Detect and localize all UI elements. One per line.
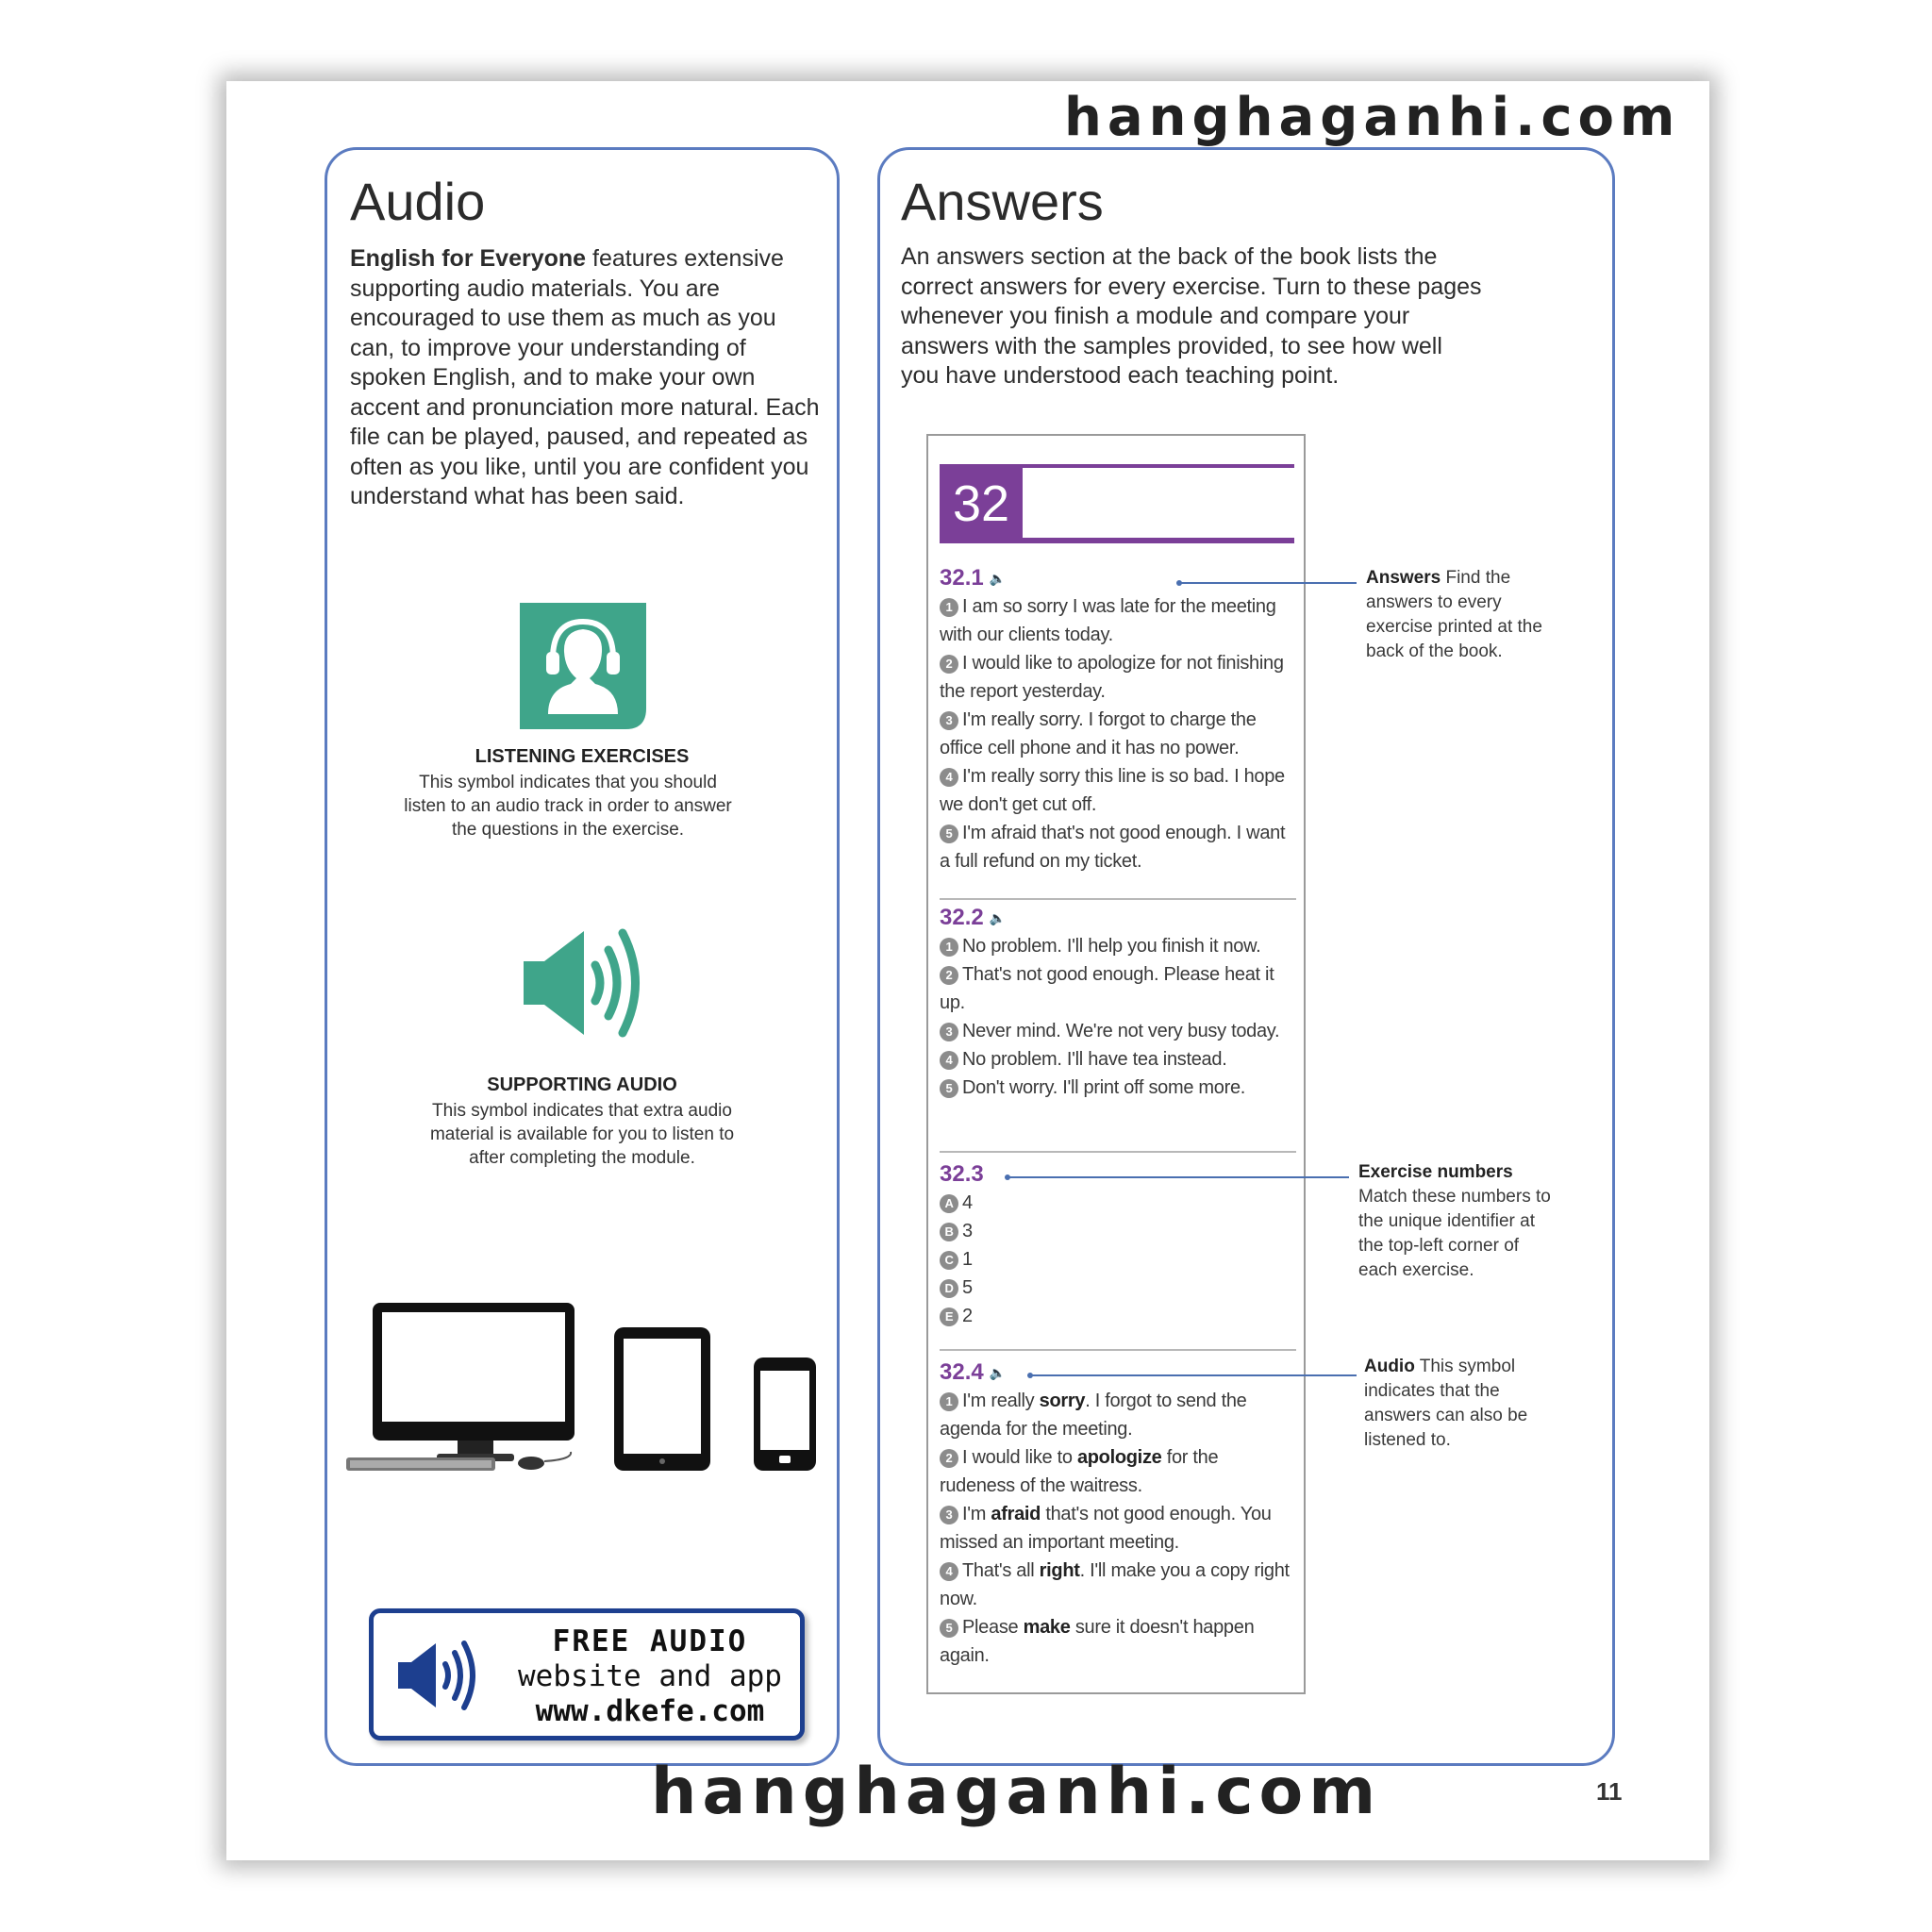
answer-item: 4 No problem. I'll have tea instead. [940,1045,1296,1074]
answer-item: 4 I'm really sorry this line is so bad. I hope we don't get cut off. [940,766,1285,815]
answer-item: 4 That's all right. I'll make you a copy right now. [940,1560,1290,1609]
answer-item: 2 That's not good enough. Please heat it up. [940,964,1274,1013]
free-audio-line2: website and app [518,1659,782,1693]
answer-item: E 2 [940,1302,1296,1330]
answer-item: 2 I would like to apologize for not finishing the report yesterday. [940,653,1284,702]
exercise-id: 32.4 [940,1359,984,1385]
answer-item: 1 I am so sorry I was late for the meeting with our clients today. [940,596,1276,645]
watermark-bottom: hanghaganhi.com [651,1755,1382,1829]
answer-item: A 4 [940,1189,1296,1217]
exercise-id: 32.2 [940,905,984,930]
exercise-id: 32.1 [940,565,984,591]
answers-intro: An answers section at the back of the book lists the correct answers for every exercise. Turn to these pages whenever you finish a module and compare your answers with the samples provided, to see how well you have understood each teaching point. [901,243,1482,389]
audio-speaker-icon[interactable]: 🔈 [989,571,1007,586]
callout-answers: Answers Find the answers to every exercise printed at the back of the book. [1366,568,1542,661]
callout-exercise-numbers: Exercise numbers Match these numbers to the unique identifier at the top-left corner of each exercise. [1358,1162,1551,1280]
answer-item: C 1 [940,1245,1296,1274]
listening-exercises-text: This symbol indicates that you should listen to an audio track in order to answer the questions in the exercise. [404,773,732,840]
callout-audio: Audio This symbol indicates that the answers can also be listened to. [1364,1357,1528,1450]
audio-speaker-icon[interactable]: 🔈 [989,910,1007,925]
watermark-top: hanghaganhi.com [1064,87,1681,148]
supporting-audio-title: SUPPORTING AUDIO [487,1074,677,1095]
exercise-id: 32.3 [940,1161,984,1187]
unit-number: 32 [940,464,1023,543]
answer-item: D 5 [940,1274,1296,1302]
audio-title: Audio [350,172,486,231]
free-audio-line1: FREE AUDIO [552,1624,748,1658]
supporting-audio-text: This symbol indicates that extra audio material is available for you to listen to after completing the module. [429,1101,735,1168]
listening-exercises-title: LISTENING EXERCISES [475,746,690,767]
answer-item: 5 I'm afraid that's not good enough. I want a full refund on my ticket. [940,823,1286,872]
answer-item: 1 I'm really sorry. I forgot to send the agenda for the meeting. [940,1391,1247,1440]
answer-item: 3 I'm really sorry. I forgot to charge the office cell phone and it has no power. [940,709,1257,758]
answer-item: 5 Don't worry. I'll print off some more. [940,1074,1296,1102]
free-audio-url[interactable]: www.dkefe.com [535,1694,765,1728]
answer-item: 3 Never mind. We're not very busy today. [940,1017,1296,1045]
answer-item: 1 No problem. I'll help you finish it now. [940,932,1296,960]
answer-item: 3 I'm afraid that's not good enough. You missed an important meeting. [940,1504,1272,1553]
audio-intro-bold: English for Everyone [350,245,587,272]
answer-item: B 3 [940,1217,1296,1245]
page-number: 11 [1596,1777,1623,1806]
answer-item: 2 I would like to apologize for the rudeness of the waitress. [940,1447,1219,1496]
audio-speaker-icon[interactable]: 🔈 [989,1365,1007,1380]
answer-item: 5 Please make sure it doesn't happen again. [940,1617,1255,1666]
answers-title: Answers [901,172,1104,231]
audio-intro-text: features extensive supporting audio materials. You are encouraged to use them as much as you can, to improve your understanding of spoken English, and to make your own accent and pronunciation more natural. Each file can be played, paused, and repeated as often as you like, until you are confident you understand what has been said. [350,245,820,509]
